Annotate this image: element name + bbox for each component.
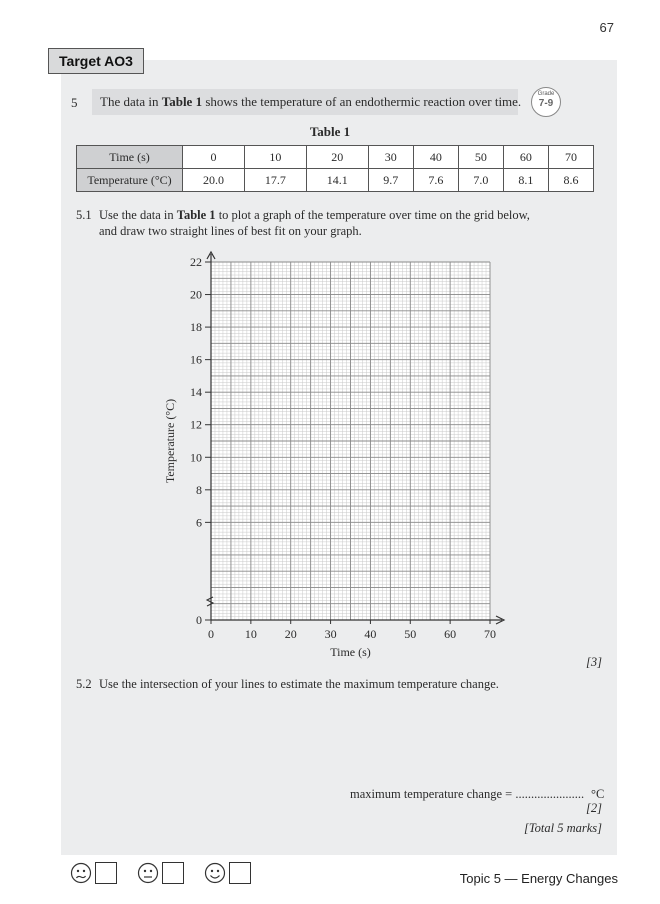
x-tick-label: 60 xyxy=(444,627,457,641)
temperature-cell: 8.1 xyxy=(503,169,548,192)
x-axis-label: Time (s) xyxy=(330,645,371,659)
grade-range: 7-9 xyxy=(538,98,554,109)
x-tick-label: 10 xyxy=(244,627,257,641)
answer-unit: °C xyxy=(591,787,605,801)
table-caption: Table 1 xyxy=(309,124,351,139)
answer-line[interactable]: maximum temperature change = ...................... xyxy=(350,787,585,801)
total-marks: [Total 5 marks] xyxy=(523,821,602,835)
time-cell: 20 xyxy=(306,146,368,169)
part1-marks: [3] xyxy=(586,655,602,669)
time-row-header: Time (s) xyxy=(77,146,183,169)
intro-prefix: The data in xyxy=(100,94,162,109)
y-tick-label: 6 xyxy=(196,515,202,530)
intro-suffix: shows the temperature of an endothermic reaction over time. xyxy=(202,94,522,109)
y-tick-label: 18 xyxy=(190,320,202,335)
time-cell: 70 xyxy=(548,146,593,169)
y-tick-label: 16 xyxy=(190,352,202,367)
part1-suffix: to plot a graph of the temperature over time on the grid below, xyxy=(215,208,530,222)
y-tick-label: 12 xyxy=(190,417,202,432)
intro-table-ref: Table 1 xyxy=(161,94,203,109)
happy-face-icon xyxy=(204,862,226,884)
temperature-cell: 17.7 xyxy=(244,169,306,192)
temperature-cell: 7.0 xyxy=(458,169,503,192)
x-tick-label: 70 xyxy=(484,627,496,641)
sad-checkbox[interactable] xyxy=(95,862,117,884)
part1-table-ref: Table 1 xyxy=(176,208,216,222)
neutral-face-icon xyxy=(137,862,159,884)
y-tick-label: 22 xyxy=(190,255,202,269)
part1-line2: and draw two straight lines of best fit on your graph. xyxy=(99,224,362,238)
y-tick-label: 20 xyxy=(190,287,202,302)
temperature-cell: 14.1 xyxy=(306,169,368,192)
y-tick-label: 0 xyxy=(196,613,202,627)
temperature-cell: 20.0 xyxy=(183,169,245,192)
time-cell: 60 xyxy=(503,146,548,169)
part2-marks: [2] xyxy=(586,801,602,815)
y-tick-label: 10 xyxy=(190,450,202,465)
sad-face-icon xyxy=(70,862,92,884)
time-cell: 10 xyxy=(244,146,306,169)
grade-label: Grade xyxy=(537,91,555,97)
x-tick-label: 20 xyxy=(284,627,297,641)
y-tick-label: 8 xyxy=(196,482,202,497)
time-cell: 30 xyxy=(368,146,413,169)
time-cell: 50 xyxy=(458,146,503,169)
x-tick-label: 0 xyxy=(208,627,214,641)
x-tick-label: 50 xyxy=(404,627,417,641)
part1-prefix: Use the data in xyxy=(99,208,177,222)
time-cell: 40 xyxy=(413,146,458,169)
y-tick-label: 14 xyxy=(190,385,202,400)
question-number: 5 xyxy=(71,95,78,110)
part1-number: 5.1 xyxy=(76,208,92,222)
part2-text: Use the intersection of your lines to estimate the maximum temperature change. xyxy=(99,677,499,691)
y-axis-label: Temperature (°C) xyxy=(163,398,177,484)
part2-number: 5.2 xyxy=(76,677,92,691)
neutral-checkbox[interactable] xyxy=(162,862,184,884)
page-number: 67 xyxy=(599,20,614,35)
footer-topic-title: Topic 5 — Energy Changes xyxy=(459,871,618,886)
temperature-cell: 9.7 xyxy=(368,169,413,192)
x-tick-label: 30 xyxy=(324,627,337,641)
time-cell: 0 xyxy=(183,146,245,169)
target-badge: Target AO3 xyxy=(48,48,144,74)
temperature-cell: 7.6 xyxy=(413,169,458,192)
happy-checkbox[interactable] xyxy=(229,862,251,884)
temperature-cell: 8.6 xyxy=(548,169,593,192)
x-tick-label: 40 xyxy=(364,627,377,641)
temperature-row-header: Temperature (°C) xyxy=(77,169,183,192)
